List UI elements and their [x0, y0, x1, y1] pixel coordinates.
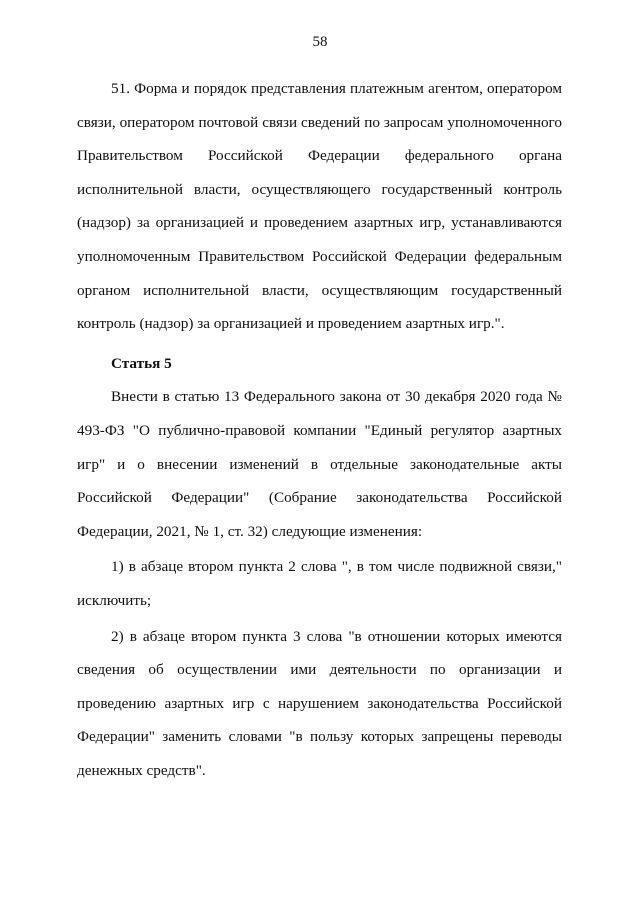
paragraph-51: 51. Форма и порядок представления платежным агентом, оператором связи, оператором почтовой связи сведений по запросам уполномоченного Правительством Российской Федерации федерального органа исполнительной власти, осуществляющего государственный контроль (надзор) за организацией и проведением азартных игр, устанавливаются уполномоченным Правительством Российской Федерации федеральным органом исполнительной власти, осуществляющим государственный контроль (надзор) за организацией и проведением азартных игр.".: [77, 80, 562, 333]
paragraph-item-1: 1) в абзаце втором пункта 2 слова ", в том числе подвижной связи," исключить;: [77, 558, 562, 609]
paragraph-article-intro: Внести в статью 13 Федерального закона от 30 декабря 2020 года № 493-ФЗ "О публично-правовой компании "Единый регулятор азартных игр" и о внесении изменений в отдельные законодательные акты Российской Федерации" (Собрание законодательства Российской Федерации, 2021, № 1, ст. 32) следующие изменения:: [77, 388, 562, 540]
page-number: 58: [312, 34, 328, 50]
article-heading: Статья 5: [111, 354, 172, 372]
document-body: [77, 72, 562, 787]
paragraph-item-2: 2) в абзаце втором пункта 3 слова "в отношении которых имеются сведения об осуществлении ими деятельности по организации и проведению азартных игр с нарушением законодательства Российской Федерации" заменить словами "в пользу которых запрещены переводы денежных средств".: [77, 627, 562, 779]
